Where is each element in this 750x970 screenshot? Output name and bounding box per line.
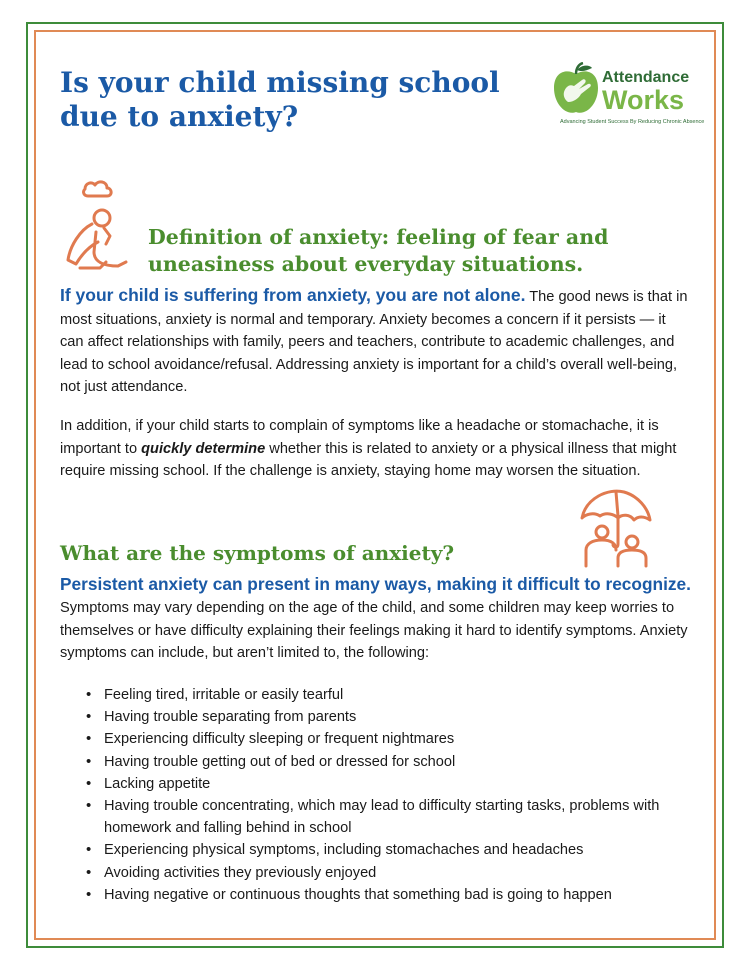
addition-emphasis: quickly determine: [141, 440, 266, 457]
list-item: • Experiencing physical symptoms, including stomachaches and headaches: [84, 839, 694, 861]
definition-body: The good news is that in most situations, anxiety is normal and temporary. Anxiety becomes a concern if it persists — it can affect relationships with family, peers and teachers, contribute to academic challenges, and lead to school avoidance/refusal. Addressing anxiety is important for a child’s overall well-being, not just attendance.: [60, 289, 688, 395]
list-item: • Experiencing difficulty sleeping or frequent nightmares: [84, 728, 694, 750]
symptoms-heading: What are the symptoms of anxiety?: [60, 541, 455, 565]
addition-paragraph: [60, 415, 690, 483]
addition-text-before: In addition, if your child starts to complain of symptoms like a headache or stomachache, it is important to: [60, 418, 659, 457]
symptoms-list: [84, 684, 694, 906]
apple-hand-icon: [552, 62, 600, 118]
page-title: Is your child missing school due to anxiety?: [60, 66, 500, 133]
list-item: • Avoiding activities they previously enjoyed: [84, 862, 694, 884]
logo-name-line2: Works: [602, 85, 685, 115]
list-item: • Having trouble concentrating, which may lead to difficulty starting tasks, problems with homework and falling behind in school: [84, 795, 694, 839]
list-item: • Having negative or continuous thoughts that something bad is going to happen: [84, 884, 694, 906]
list-item: • Feeling tired, irritable or easily tearful: [84, 684, 694, 706]
symptoms-subheading: Persistent anxiety can present in many ways, making it difficult to recognize.: [60, 574, 691, 594]
umbrella-family-icon: [578, 488, 654, 568]
worried-person-icon: [60, 172, 142, 278]
logo-tagline: Advancing Student Success By Reducing Chronic Absence: [560, 119, 705, 125]
logo-name-line1: Attendance: [602, 69, 690, 86]
definition-lead: If your child is suffering from anxiety, you are not alone.: [60, 285, 526, 305]
list-item: • Lacking appetite: [84, 773, 694, 795]
definition-heading: Definition of anxiety: feeling of fear and uneasiness about everyday situations.: [148, 225, 609, 276]
addition-text-after: whether this is related to anxiety or a physical illness that might require missing school. If the challenge is anxiety, staying home may worsen the situation.: [60, 440, 677, 479]
list-item: • Having trouble separating from parents: [84, 706, 694, 728]
definition-paragraph: [60, 284, 690, 399]
list-item: • Having trouble getting out of bed or dressed for school: [84, 751, 694, 773]
attendance-works-logo: [552, 62, 705, 132]
symptoms-intro: Symptoms may vary depending on the age of the child, and some children may keep worries to themselves or have difficulty explaining their feelings making it hard to identify symptoms. Anxiety symptoms can include, but aren’t limited to, the following:: [60, 600, 688, 661]
